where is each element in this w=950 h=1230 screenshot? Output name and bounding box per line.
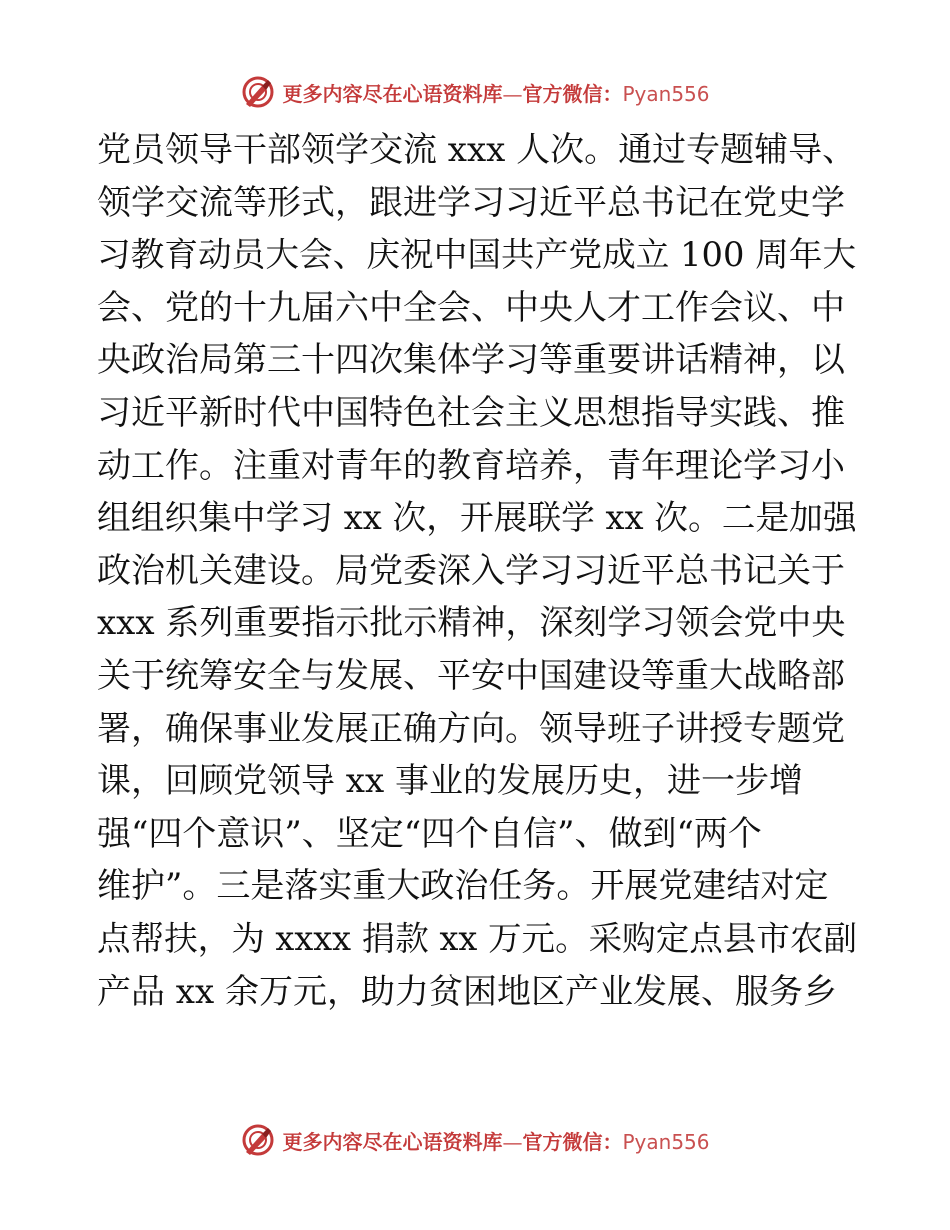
body-text-line: 组组织集中学习 xx 次，开展联学 xx 次。二是加强 <box>97 498 857 538</box>
header-banner-handle: Pyan556 <box>622 81 710 106</box>
body-text-line: 课，回顾党领导 xx 事业的发展历史，进一步增 <box>97 761 803 802</box>
body-text-line: 署，确保事业发展正确方向。领导班子讲授专题党 <box>97 708 845 749</box>
body-text-line: 政治机关建设。局党委深入学习习近平总书记关于 <box>97 550 845 591</box>
footer-banner-handle: Pyan556 <box>622 1129 710 1154</box>
pen-logo-icon <box>240 1122 276 1158</box>
pen-logo-icon <box>240 74 276 110</box>
body-text-line: 强“四个意识”、坚定“四个自信”、做到“两个 <box>97 813 762 854</box>
header-watermark-banner <box>0 72 950 112</box>
body-text-line: 产品 xx 余万元，助力贫困地区产业发展、服务乡 <box>97 971 837 1012</box>
body-text-line: xxx 系列重要指示批示精神，深刻学习领会党中央 <box>97 603 846 644</box>
body-text-line: 维护”。三是落实重大政治任务。开展党建结对定 <box>97 866 829 907</box>
body-text-line: 动工作。注重对青年的教育培养，青年理论学习小 <box>97 445 845 486</box>
body-text-line: 习教育动员大会、庆祝中国共产党成立 100 周年大 <box>97 235 857 275</box>
body-text-line: 点帮扶，为 xxxx 捐款 xx 万元。采购定点县市农副 <box>97 918 857 958</box>
header-banner-text: 更多内容尽在心语资料库—官方微信：Pyan556 <box>282 81 710 106</box>
body-text-line: 习近平新时代中国特色社会主义思想指导实践、推 <box>97 392 845 433</box>
document-body <box>97 124 857 1018</box>
body-text-line: 央政治局第三十四次集体学习等重要讲话精神，以 <box>97 340 845 381</box>
footer-watermark-banner <box>0 1120 950 1160</box>
footer-banner-text: 更多内容尽在心语资料库—官方微信：Pyan556 <box>282 1129 710 1154</box>
body-text-line: 党员领导干部领学交流 xxx 人次。通过专题辅导、 <box>97 130 857 170</box>
body-text-line: 关于统筹安全与发展、平安中国建设等重大战略部 <box>97 655 845 696</box>
body-text-line: 会、党的十九届六中全会、中央人才工作会议、中 <box>97 287 845 328</box>
body-text-line: 领学交流等形式，跟进学习习近平总书记在党史学 <box>97 182 845 223</box>
